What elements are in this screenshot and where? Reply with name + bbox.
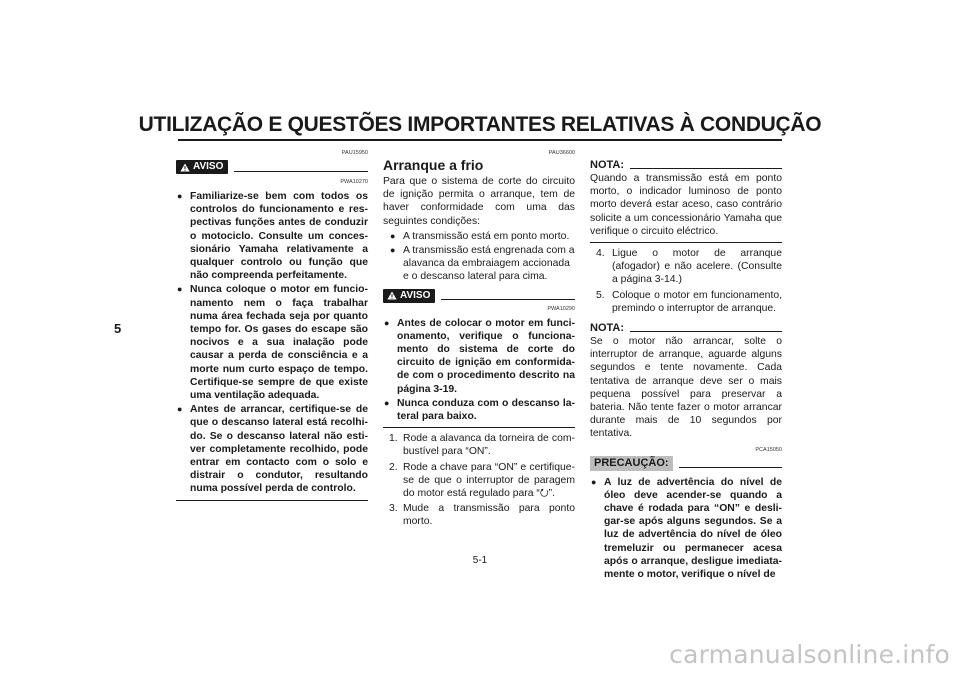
caution-code: PCA15050 <box>755 446 782 453</box>
column-3 <box>590 156 782 582</box>
list-item: ● Nunca coloque o motor em funcionamento nem o faça trabalhar numa área fechada seja por quanto tempo for. Os gases do escape são nocivos e a sua inalação pode causar a perda de consciência e a morte num curto espaço de tempo. Certifique-se sempre de que existe uma ventilação adequada. <box>176 283 368 402</box>
chapter-number: 5 <box>114 321 122 336</box>
column-2 <box>383 150 575 531</box>
note-paragraph: Se o motor não arrancar, solte o interruptor de arranque, aguarde alguns segundos e tente novamente. Cada tentativa de arranque deve ser o mais pequena possível para preservar a bateria. Não tente fazer o motor arrancar durante mais de 10 segundos por tentativa. <box>590 336 782 440</box>
note-header <box>590 319 782 335</box>
column-1 <box>176 150 368 501</box>
header-rule <box>679 467 782 468</box>
warning-label: AVISO <box>193 161 224 173</box>
list-item: ● A luz de advertência do nível de óleo deve acender-se quando a chave é rodada para “ON” e desligar-se após alguns segundos. Se a luz de advertência do nível de óleo tremeluzir ou permanecer acesa após o arranque, desligue imediatamente o motor, verifique o nível de <box>590 476 782 582</box>
steps-list <box>590 247 782 315</box>
list-item: ● Nunca conduza com o descanso lateral para baixo. <box>383 397 575 423</box>
note-end-rule <box>590 242 782 243</box>
step-text: Ligue o motor de arranque (afogador) e não acelere. (Consulte a página 3-14.) <box>612 248 782 286</box>
reference-code: PAU36600 <box>548 150 575 156</box>
reference-code: PAU15950 <box>341 150 368 156</box>
warning-triangle-icon <box>180 163 190 172</box>
header-rule <box>441 299 575 300</box>
note-label: NOTA: <box>590 321 625 334</box>
step-number: 5. <box>596 289 605 301</box>
step-text: Rode a chave para “ON” e certifique-se de que o interruptor de paragem do motor está regulado para “⭮”. <box>403 461 575 500</box>
conditions-list <box>389 230 575 284</box>
warning-list <box>176 190 368 496</box>
title-rule <box>178 139 782 141</box>
section-end-rule <box>383 427 575 428</box>
intro-paragraph: Para que o sistema de corte do circuito de ignição permita o arranque, tem de haver conformidade com uma das seguintes condições: <box>383 176 575 227</box>
steps-list <box>383 432 575 528</box>
section-title: Arranque a frio <box>383 157 484 173</box>
step-number: 2. <box>389 461 398 473</box>
watermark: carmanualsonline.info <box>669 640 950 669</box>
list-item: ● A transmissão está engrenada com a alavanca da embraiagem accionada e o descanso lateral para cima. <box>389 244 575 284</box>
section-end-rule <box>176 500 368 501</box>
warning-badge <box>383 289 435 303</box>
header-rule <box>630 331 782 332</box>
warning-list <box>383 317 575 424</box>
step-text: Rode a alavanca da torneira de combustível para “ON”. <box>403 433 575 458</box>
header-rule <box>234 171 368 172</box>
list-item <box>383 461 575 501</box>
list-item: ● Antes de arrancar, certifique-se de que o descanso lateral está recolhido. Se o descanso lateral não estiver completamente recolhido, pode entrar em contacto com o solo e distrair o condutor, resultando numa possível perda de controlo. <box>176 403 368 495</box>
note-label: NOTA: <box>590 158 625 171</box>
warning-header <box>176 159 368 175</box>
step-number: 3. <box>389 503 398 515</box>
list-item <box>383 432 575 458</box>
list-item <box>590 289 782 315</box>
list-item: ● Antes de colocar o motor em funcionamento, verifique o funcionamento do sistema de corte do circuito de ignição em conformidade com o procedimento descrito na página 3-19. <box>383 317 575 396</box>
page-title: UTILIZAÇÃO E QUESTÕES IMPORTANTES RELATIVAS À CONDUÇÃO <box>138 113 822 136</box>
warning-label: AVISO <box>400 290 431 302</box>
caution-header <box>590 456 782 472</box>
list-item <box>383 502 575 528</box>
warning-code: PWA10290 <box>547 305 575 312</box>
step-number: 4. <box>596 248 605 260</box>
warning-badge <box>176 160 228 174</box>
list-item <box>590 247 782 287</box>
page-number: 5-1 <box>472 555 488 566</box>
note-paragraph: Quando a transmissão está em ponto morto, o indicador luminoso de ponto morto deverá estar aceso, caso contrário solicite a um concessionário Yamaha que verifique o circuito eléctrico. <box>590 173 782 237</box>
step-number: 1. <box>389 433 398 445</box>
note-header <box>590 156 782 172</box>
warning-header <box>383 288 575 304</box>
caution-badge: PRECAUÇÃO: <box>590 456 673 471</box>
warning-triangle-icon <box>387 291 397 300</box>
step-text: Mude a transmissão para ponto morto. <box>403 503 575 528</box>
step-text: Coloque o motor em funcionamento, premindo o interruptor de arranque. <box>612 289 782 314</box>
list-item: ● Familiarize-se bem com todos os controlos do funcionamento e respectivas funções antes de conduzir o motociclo. Consulte um concessionário Yamaha relativamente a qualquer controlo ou função que não compreenda perfeitamente. <box>176 190 368 282</box>
list-item: ● A transmissão está em ponto morto. <box>389 230 575 243</box>
header-rule <box>630 168 782 169</box>
warning-code: PWA10270 <box>340 179 368 185</box>
